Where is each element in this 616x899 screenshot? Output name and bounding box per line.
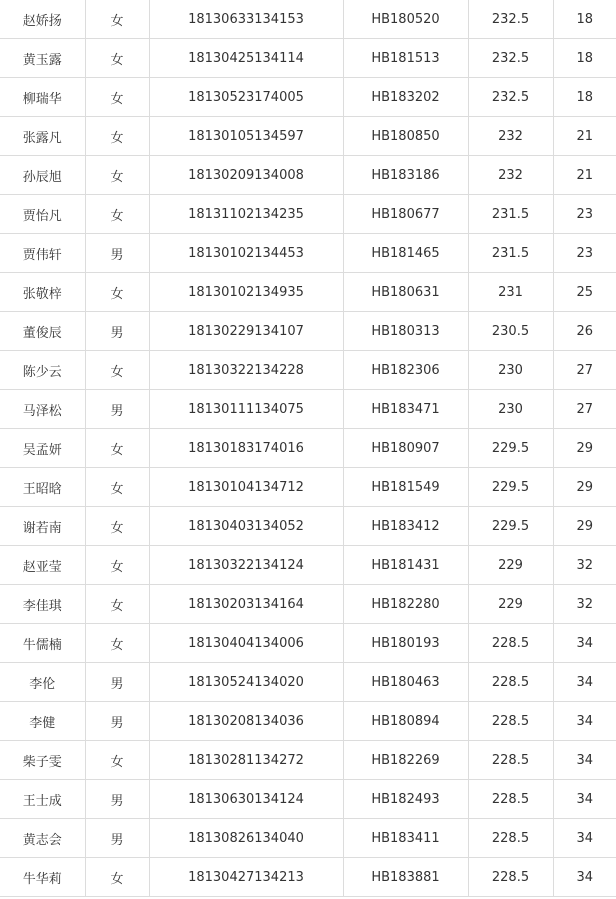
cell-gender: 女 [85, 741, 149, 780]
cell-gender: 男 [85, 702, 149, 741]
cell-hb-code: HB180193 [343, 624, 468, 663]
cell-score: 229.5 [468, 429, 553, 468]
cell-hb-code: HB183202 [343, 78, 468, 117]
cell-hb-code: HB183186 [343, 156, 468, 195]
cell-exam-number: 18130524134020 [149, 663, 343, 702]
cell-hb-code: HB180520 [343, 0, 468, 39]
cell-rank: 23 [553, 195, 616, 234]
cell-exam-number: 18130322134124 [149, 546, 343, 585]
table-row [0, 156, 616, 195]
cell-hb-code: HB181431 [343, 546, 468, 585]
cell-gender: 女 [85, 858, 149, 897]
cell-rank: 34 [553, 663, 616, 702]
cell-score: 232.5 [468, 78, 553, 117]
cell-rank: 23 [553, 234, 616, 273]
cell-gender: 女 [85, 39, 149, 78]
table-row [0, 858, 616, 897]
cell-gender: 女 [85, 0, 149, 39]
cell-gender: 女 [85, 273, 149, 312]
cell-score: 232 [468, 117, 553, 156]
table-row [0, 702, 616, 741]
cell-name: 黄玉露 [0, 39, 85, 78]
table-row [0, 468, 616, 507]
cell-gender: 女 [85, 507, 149, 546]
cell-gender: 男 [85, 234, 149, 273]
cell-rank: 34 [553, 624, 616, 663]
cell-exam-number: 18130203134164 [149, 585, 343, 624]
cell-name: 张敬梓 [0, 273, 85, 312]
cell-gender: 男 [85, 312, 149, 351]
cell-name: 谢若南 [0, 507, 85, 546]
cell-hb-code: HB182280 [343, 585, 468, 624]
table-row [0, 819, 616, 858]
table-row [0, 351, 616, 390]
cell-gender: 女 [85, 117, 149, 156]
cell-score: 231.5 [468, 234, 553, 273]
cell-hb-code: HB183471 [343, 390, 468, 429]
cell-name: 孙辰旭 [0, 156, 85, 195]
cell-exam-number: 18130105134597 [149, 117, 343, 156]
cell-hb-code: HB180677 [343, 195, 468, 234]
table-row [0, 624, 616, 663]
cell-hb-code: HB182306 [343, 351, 468, 390]
cell-name: 柳瑞华 [0, 78, 85, 117]
cell-name: 张露凡 [0, 117, 85, 156]
cell-hb-code: HB180313 [343, 312, 468, 351]
cell-score: 229 [468, 546, 553, 585]
cell-name: 李伦 [0, 663, 85, 702]
table-row [0, 117, 616, 156]
cell-score: 229 [468, 585, 553, 624]
cell-name: 李健 [0, 702, 85, 741]
table-row [0, 429, 616, 468]
cell-exam-number: 18130102134453 [149, 234, 343, 273]
cell-score: 228.5 [468, 780, 553, 819]
cell-hb-code: HB182493 [343, 780, 468, 819]
cell-exam-number: 18130208134036 [149, 702, 343, 741]
cell-rank: 18 [553, 78, 616, 117]
table-row [0, 273, 616, 312]
cell-rank: 32 [553, 585, 616, 624]
cell-exam-number: 18130104134712 [149, 468, 343, 507]
cell-score: 229.5 [468, 468, 553, 507]
cell-rank: 18 [553, 0, 616, 39]
table-row [0, 195, 616, 234]
cell-score: 232 [468, 156, 553, 195]
cell-hb-code: HB181549 [343, 468, 468, 507]
cell-exam-number: 18131102134235 [149, 195, 343, 234]
cell-exam-number: 18130229134107 [149, 312, 343, 351]
cell-hb-code: HB183412 [343, 507, 468, 546]
cell-gender: 女 [85, 156, 149, 195]
cell-name: 赵娇扬 [0, 0, 85, 39]
cell-hb-code: HB180631 [343, 273, 468, 312]
cell-rank: 29 [553, 429, 616, 468]
cell-gender: 女 [85, 351, 149, 390]
cell-score: 228.5 [468, 624, 553, 663]
cell-score: 228.5 [468, 819, 553, 858]
cell-rank: 27 [553, 351, 616, 390]
cell-rank: 29 [553, 507, 616, 546]
cell-gender: 男 [85, 390, 149, 429]
cell-exam-number: 18130630134124 [149, 780, 343, 819]
table-row [0, 663, 616, 702]
cell-rank: 29 [553, 468, 616, 507]
cell-name: 李佳琪 [0, 585, 85, 624]
cell-rank: 27 [553, 390, 616, 429]
cell-score: 229.5 [468, 507, 553, 546]
table-row [0, 780, 616, 819]
table-row [0, 585, 616, 624]
cell-gender: 女 [85, 78, 149, 117]
cell-score: 231 [468, 273, 553, 312]
cell-gender: 女 [85, 429, 149, 468]
cell-exam-number: 18130427134213 [149, 858, 343, 897]
table-row [0, 0, 616, 39]
cell-exam-number: 18130826134040 [149, 819, 343, 858]
cell-gender: 女 [85, 468, 149, 507]
cell-exam-number: 18130523174005 [149, 78, 343, 117]
cell-score: 230.5 [468, 312, 553, 351]
cell-rank: 34 [553, 780, 616, 819]
cell-hb-code: HB180894 [343, 702, 468, 741]
cell-name: 赵亚莹 [0, 546, 85, 585]
cell-hb-code: HB180850 [343, 117, 468, 156]
cell-rank: 26 [553, 312, 616, 351]
cell-score: 230 [468, 351, 553, 390]
cell-rank: 34 [553, 819, 616, 858]
cell-rank: 18 [553, 39, 616, 78]
table-row [0, 546, 616, 585]
cell-exam-number: 18130404134006 [149, 624, 343, 663]
cell-name: 吴孟妍 [0, 429, 85, 468]
table-row [0, 78, 616, 117]
table-row [0, 39, 616, 78]
cell-exam-number: 18130111134075 [149, 390, 343, 429]
cell-score: 228.5 [468, 702, 553, 741]
cell-rank: 21 [553, 117, 616, 156]
cell-score: 228.5 [468, 741, 553, 780]
cell-name: 陈少云 [0, 351, 85, 390]
cell-name: 柴子雯 [0, 741, 85, 780]
cell-hb-code: HB181465 [343, 234, 468, 273]
cell-hb-code: HB183881 [343, 858, 468, 897]
table-row [0, 390, 616, 429]
table-row [0, 234, 616, 273]
cell-hb-code: HB181513 [343, 39, 468, 78]
cell-hb-code: HB183411 [343, 819, 468, 858]
cell-name: 贾怡凡 [0, 195, 85, 234]
cell-score: 231.5 [468, 195, 553, 234]
cell-exam-number: 18130209134008 [149, 156, 343, 195]
cell-name: 王昭晗 [0, 468, 85, 507]
cell-score: 232.5 [468, 39, 553, 78]
cell-hb-code: HB180463 [343, 663, 468, 702]
cell-exam-number: 18130403134052 [149, 507, 343, 546]
cell-rank: 34 [553, 702, 616, 741]
cell-gender: 女 [85, 195, 149, 234]
cell-rank: 25 [553, 273, 616, 312]
cell-gender: 女 [85, 546, 149, 585]
table-row [0, 507, 616, 546]
cell-gender: 男 [85, 819, 149, 858]
cell-gender: 女 [85, 624, 149, 663]
table-row [0, 741, 616, 780]
cell-gender: 男 [85, 780, 149, 819]
cell-score: 232.5 [468, 0, 553, 39]
cell-gender: 男 [85, 663, 149, 702]
cell-hb-code: HB180907 [343, 429, 468, 468]
cell-rank: 21 [553, 156, 616, 195]
cell-name: 黄志会 [0, 819, 85, 858]
cell-rank: 34 [553, 858, 616, 897]
cell-score: 228.5 [468, 858, 553, 897]
cell-exam-number: 18130633134153 [149, 0, 343, 39]
cell-name: 贾伟轩 [0, 234, 85, 273]
cell-name: 王士成 [0, 780, 85, 819]
cell-gender: 女 [85, 585, 149, 624]
cell-exam-number: 18130183174016 [149, 429, 343, 468]
cell-name: 牛华莉 [0, 858, 85, 897]
cell-name: 董俊辰 [0, 312, 85, 351]
table-row [0, 312, 616, 351]
cell-name: 牛儒楠 [0, 624, 85, 663]
cell-score: 230 [468, 390, 553, 429]
cell-exam-number: 18130281134272 [149, 741, 343, 780]
cell-exam-number: 18130322134228 [149, 351, 343, 390]
cell-exam-number: 18130102134935 [149, 273, 343, 312]
cell-score: 228.5 [468, 663, 553, 702]
cell-rank: 32 [553, 546, 616, 585]
cell-exam-number: 18130425134114 [149, 39, 343, 78]
cell-hb-code: HB182269 [343, 741, 468, 780]
cell-rank: 34 [553, 741, 616, 780]
cell-name: 马泽松 [0, 390, 85, 429]
